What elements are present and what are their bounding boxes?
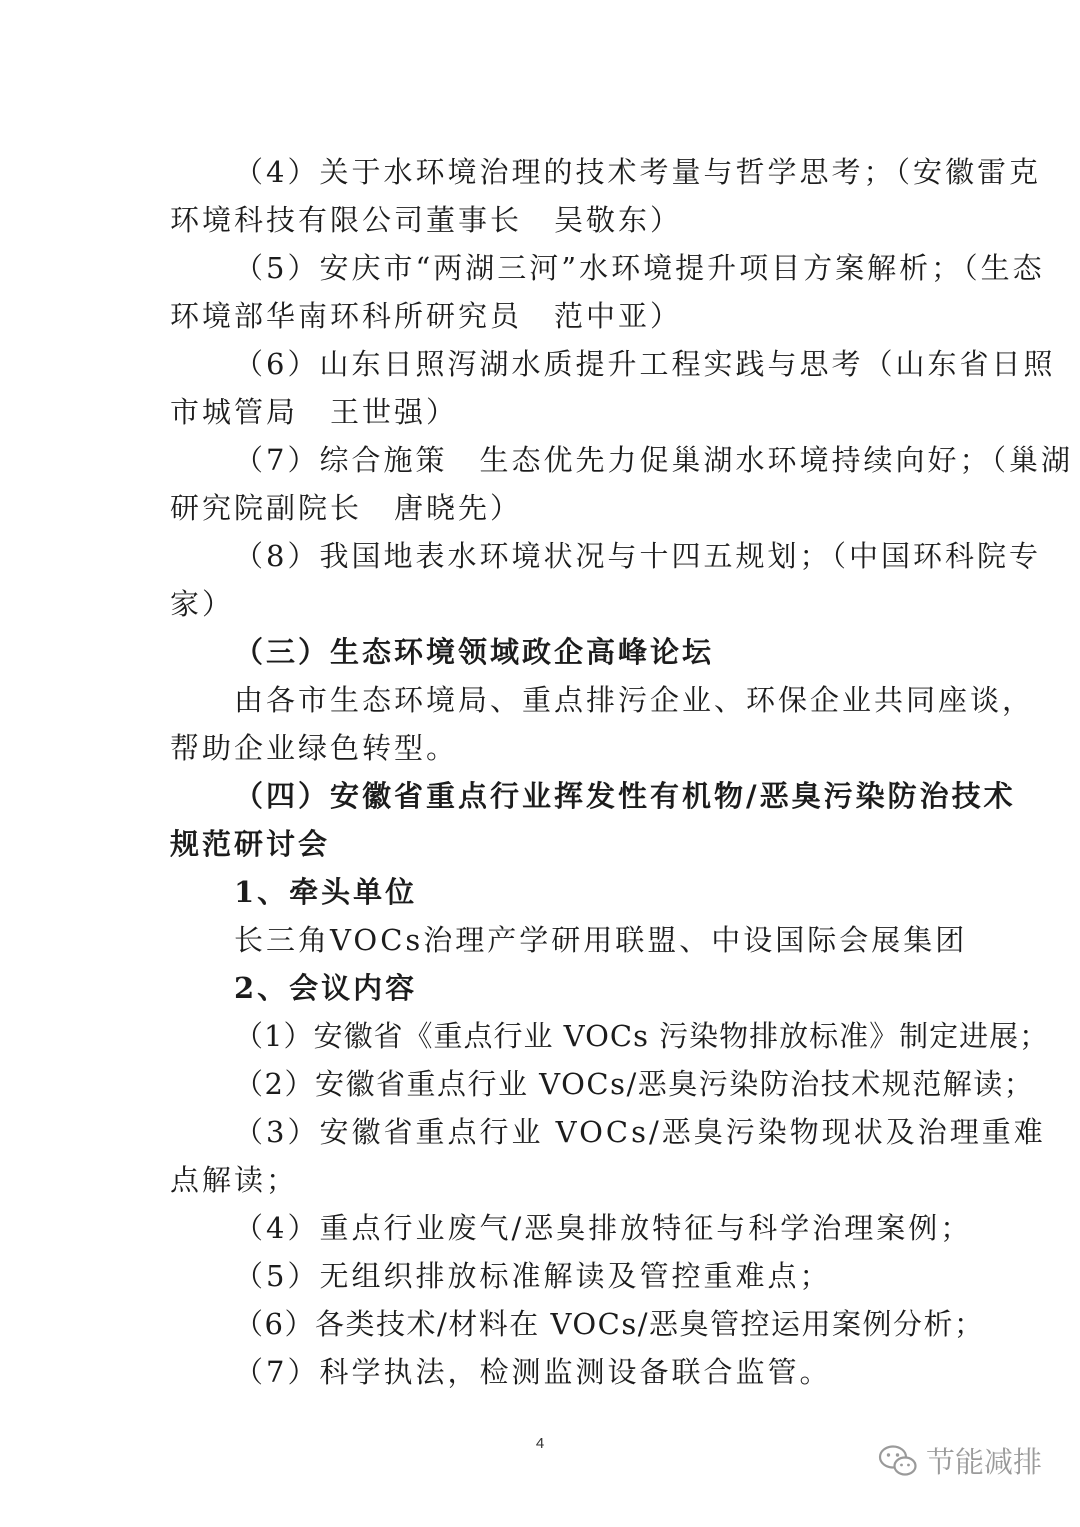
- wechat-icon: [878, 1443, 918, 1479]
- watermark-text: 节能减排: [925, 1445, 1042, 1479]
- subheading-lead-units: 1、牵头单位: [234, 875, 418, 909]
- section-heading-3: （三）生态环境领域政企高峰论坛: [234, 635, 715, 669]
- list-item-4-line-1: （4）关于水环境治理的技术考量与哲学思考；（安徽雷克: [234, 155, 1041, 189]
- watermark: [878, 1440, 1042, 1481]
- list-item-7-line-1: （7）综合施策 生态优先力促巢湖水环境持续向好；（巢湖: [234, 443, 1073, 477]
- section-heading-4-line-2: 规范研讨会: [170, 827, 331, 861]
- section-heading-4-line-1: （四）安徽省重点行业挥发性有机物/恶臭污染防治技术: [234, 779, 1016, 813]
- agenda-item-6: （6）各类技术/材料在 VOCs/恶臭管控运用案例分析；: [234, 1307, 985, 1341]
- agenda-item-3-line-2: 点解读；: [170, 1163, 299, 1197]
- agenda-item-2: （2）安徽省重点行业 VOCs/恶臭污染防治技术规范解读；: [234, 1067, 1035, 1101]
- list-item-6-line-2: 市城管局 王世强）: [170, 395, 459, 429]
- list-item-6-line-1: （6）山东日照泻湖水质提升工程实践与思考（山东省日照: [234, 347, 1056, 381]
- page-number: 4: [535, 1435, 545, 1452]
- list-item-5-line-2: 环境部华南环科所研究员 范中亚）: [170, 299, 683, 333]
- agenda-item-4: （4）重点行业废气/恶臭排放特征与科学治理案例；: [234, 1211, 973, 1245]
- list-item-5-line-1: （5）安庆市“两湖三河”水环境提升项目方案解析；（生态: [234, 251, 1045, 285]
- agenda-item-7: （7）科学执法，检测监测设备联合监管。: [234, 1355, 832, 1389]
- agenda-item-1: （1）安徽省《重点行业 VOCs 污染物排放标准》制定进展；: [234, 1019, 1050, 1053]
- agenda-item-3-line-1: （3）安徽省重点行业 VOCs/恶臭污染物现状及治理重难: [234, 1115, 1046, 1149]
- list-item-7-line-2: 研究院副院长 唐晓先）: [170, 491, 523, 525]
- section-3-body-line-1: 由各市生态环境局、重点排污企业、环保企业共同座谈，: [234, 683, 1035, 717]
- section-3-body-line-2: 帮助企业绿色转型。: [170, 731, 459, 765]
- list-item-4-line-2: 环境科技有限公司董事长 吴敬东）: [170, 203, 683, 237]
- list-item-8-line-2: 家）: [170, 587, 235, 621]
- subheading-meeting-content: 2、会议内容: [234, 971, 418, 1005]
- list-item-8-line-1: （8）我国地表水环境状况与十四五规划；（中国环科院专: [234, 539, 1041, 573]
- lead-units-text: 长三角VOCs治理产学研用联盟、中设国际会展集团: [234, 923, 968, 957]
- agenda-item-5: （5）无组织排放标准解读及管控重难点；: [234, 1259, 832, 1293]
